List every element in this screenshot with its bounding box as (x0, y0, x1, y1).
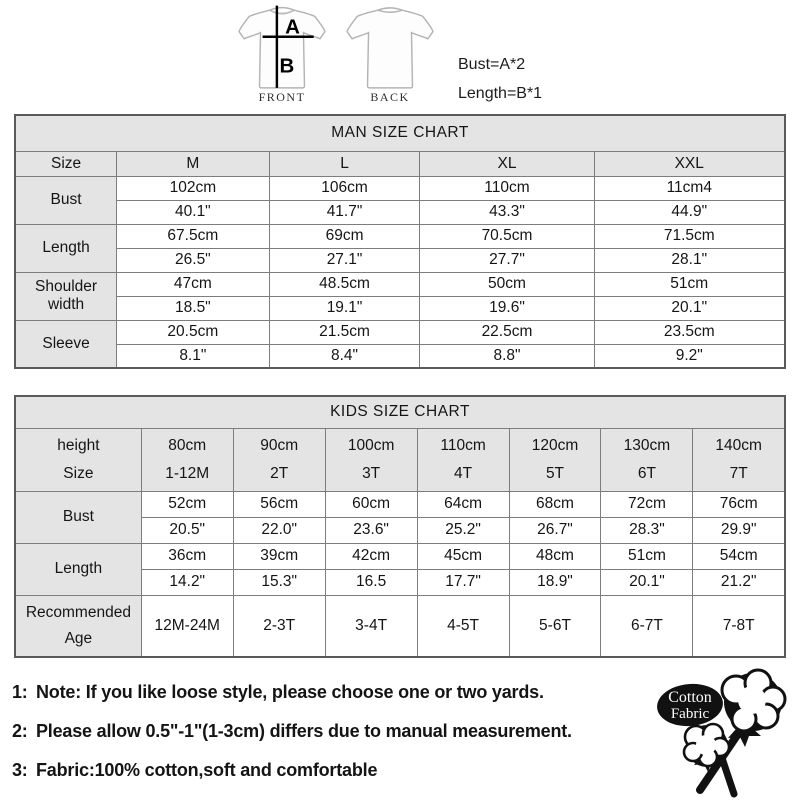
row-label: Length (15, 543, 141, 595)
table-cell: 5-6T (509, 595, 601, 657)
measure-row-cm (15, 176, 785, 200)
table-cell: 54cm (693, 543, 785, 569)
tshirt-front-diagram (236, 4, 328, 92)
row-label: Bust (15, 491, 141, 543)
table-cell: 16.5 (325, 569, 417, 595)
logo-text-line1: Cotton (668, 689, 712, 706)
note-3-number: 3: (12, 760, 28, 780)
column-height: 90cm (260, 436, 299, 454)
table-cell: 4-5T (417, 595, 509, 657)
kids-header-row (15, 428, 785, 491)
table-cell: 9.2" (594, 344, 785, 368)
man-title-row (15, 115, 785, 151)
table-cell: 76cm (693, 491, 785, 517)
table-cell: 11cm4 (594, 176, 785, 200)
table-cell: 27.7" (420, 248, 594, 272)
back-caption: BACK (370, 90, 410, 104)
size-corner-header: Size (15, 151, 117, 176)
length-formula: Length=B*1 (458, 85, 543, 102)
table-cell: 19.1" (269, 296, 420, 320)
table-cell: 69cm (269, 224, 420, 248)
logo-text-line2: Fabric (670, 706, 710, 722)
table-cell: 8.1" (117, 344, 269, 368)
measurement-formulas (458, 50, 542, 108)
column-height: 120cm (531, 436, 579, 454)
row-label (15, 595, 141, 657)
table-cell: 20.5cm (117, 320, 269, 344)
table-cell: 44.9" (594, 200, 785, 224)
table-cell: 22.5cm (420, 320, 594, 344)
column-height: 110cm (440, 436, 486, 454)
table-cell: 72cm (601, 491, 693, 517)
table-cell: 71.5cm (594, 224, 785, 248)
table-cell: 36cm (141, 543, 233, 569)
column-size: 4T (454, 464, 473, 482)
table-cell: 106cm (269, 176, 420, 200)
table-cell: 18.9" (509, 569, 601, 595)
table-cell: 29.9" (693, 517, 785, 543)
table-cell: 47cm (117, 272, 269, 296)
table-cell: 110cm (420, 176, 594, 200)
table-cell: 43.3" (420, 200, 594, 224)
table-cell: 26.7" (509, 517, 601, 543)
table-cell: 28.1" (594, 248, 785, 272)
table-cell: 8.4" (269, 344, 420, 368)
table-cell: 20.5" (141, 517, 233, 543)
table-cell: 41.7" (269, 200, 420, 224)
kids-title-row (15, 396, 785, 428)
front-caption: FRONT (258, 90, 306, 104)
note-2-text: Please allow 0.5"-1"(1-3cm) differs due to manual measurement. (36, 721, 572, 741)
column-height: 140cm (715, 436, 762, 454)
cotton-branch (722, 758, 734, 794)
table-cell: 52cm (141, 491, 233, 517)
collar-rim (378, 8, 403, 10)
measure-row-cm (15, 320, 785, 344)
measure-row-inch (15, 248, 785, 272)
corner-line: Size (63, 464, 94, 482)
table-cell: 20.1" (594, 296, 785, 320)
table-cell: 14.2" (141, 569, 233, 595)
column-header: L (269, 151, 420, 176)
measure-row-inch (15, 296, 785, 320)
measure-row-cm (15, 543, 785, 569)
column-size: 5T (545, 464, 565, 482)
tshirt-back-diagram (344, 4, 436, 92)
measure-row-inch (15, 344, 785, 368)
table-cell: 70.5cm (420, 224, 594, 248)
column-height: 100cm (347, 436, 395, 454)
table-cell: 15.3" (233, 569, 325, 595)
table-cell: 40.1" (117, 200, 269, 224)
recommended-age-row (15, 595, 785, 657)
man-header-row (15, 151, 785, 176)
table-cell: 51cm (601, 543, 693, 569)
table-cell: 19.6" (420, 296, 594, 320)
table-cell: 3-4T (325, 595, 417, 657)
label-a: A (285, 15, 300, 39)
table-cell: 17.7" (417, 569, 509, 595)
table-cell: 45cm (417, 543, 509, 569)
table-cell: 22.0" (233, 517, 325, 543)
table-cell: 67.5cm (117, 224, 269, 248)
column-height: 130cm (623, 436, 671, 454)
measure-row-inch (15, 200, 785, 224)
column-size: 7T (729, 464, 748, 482)
row-label: Length (15, 224, 117, 272)
table-cell: 48.5cm (269, 272, 420, 296)
column-header: XL (420, 151, 594, 176)
table-cell: 12M-24M (141, 595, 233, 657)
table-cell: 48cm (509, 543, 601, 569)
measure-row-cm (15, 272, 785, 296)
table-cell: 42cm (325, 543, 417, 569)
kids-column-header (693, 428, 785, 491)
table-cell: 64cm (417, 491, 509, 517)
note-1-text: Note: If you like loose style, please choose one or two yards. (36, 682, 544, 702)
bust-formula: Bust=A*2 (458, 56, 526, 73)
measure-row-cm (15, 224, 785, 248)
table-cell: 27.1" (269, 248, 420, 272)
table-cell: 25.2" (417, 517, 509, 543)
column-height: 80cm (168, 436, 207, 454)
kids-column-header (233, 428, 325, 491)
label-b: B (279, 54, 295, 78)
man-size-chart (14, 114, 786, 369)
table-cell: 60cm (325, 491, 417, 517)
kids-size-chart (14, 395, 786, 658)
collar-rim (270, 8, 295, 11)
table-cell: 39cm (233, 543, 325, 569)
column-size: 3T (362, 464, 381, 482)
table-cell: 26.5" (117, 248, 269, 272)
column-size: 1-12M (165, 464, 210, 482)
table-cell: 21.5cm (269, 320, 420, 344)
table-cell: 51cm (594, 272, 785, 296)
column-header: M (117, 151, 269, 176)
table-cell: 56cm (233, 491, 325, 517)
row-label: Sleeve (15, 320, 117, 368)
cotton-fabric-logo (630, 666, 798, 800)
label-line: Age (64, 629, 93, 647)
note-3-text: Fabric:100% cotton,soft and comfortable (36, 760, 378, 780)
note-2-number: 2: (12, 721, 28, 741)
row-label: Shoulder width (15, 272, 117, 320)
table-cell: 7-8T (693, 595, 785, 657)
kids-chart-title: KIDS SIZE CHART (15, 396, 785, 428)
kids-column-header (601, 428, 693, 491)
column-size: 2T (270, 464, 289, 482)
column-size: 6T (637, 464, 656, 482)
tshirt-back-outline (347, 10, 433, 88)
kids-column-header (509, 428, 601, 491)
kids-column-header (325, 428, 417, 491)
row-label: Bust (15, 176, 117, 224)
column-header: XXL (594, 151, 785, 176)
table-cell: 21.2" (693, 569, 785, 595)
table-cell: 28.3" (601, 517, 693, 543)
man-chart-title: MAN SIZE CHART (15, 115, 785, 151)
note-1-number: 1: (12, 682, 28, 702)
table-cell: 2-3T (233, 595, 325, 657)
table-cell: 23.5cm (594, 320, 785, 344)
table-cell: 102cm (117, 176, 269, 200)
table-cell: 8.8" (420, 344, 594, 368)
table-cell: 23.6" (325, 517, 417, 543)
table-cell: 20.1" (601, 569, 693, 595)
table-cell: 18.5" (117, 296, 269, 320)
height-size-corner (15, 428, 141, 491)
table-cell: 6-7T (601, 595, 693, 657)
label-line: Recommended (25, 603, 131, 621)
measure-row-cm (15, 491, 785, 517)
corner-line: height (57, 436, 100, 454)
table-cell: 50cm (420, 272, 594, 296)
kids-column-header (141, 428, 233, 491)
kids-column-header (417, 428, 509, 491)
table-cell: 68cm (509, 491, 601, 517)
big-cotton-boll (722, 670, 785, 731)
